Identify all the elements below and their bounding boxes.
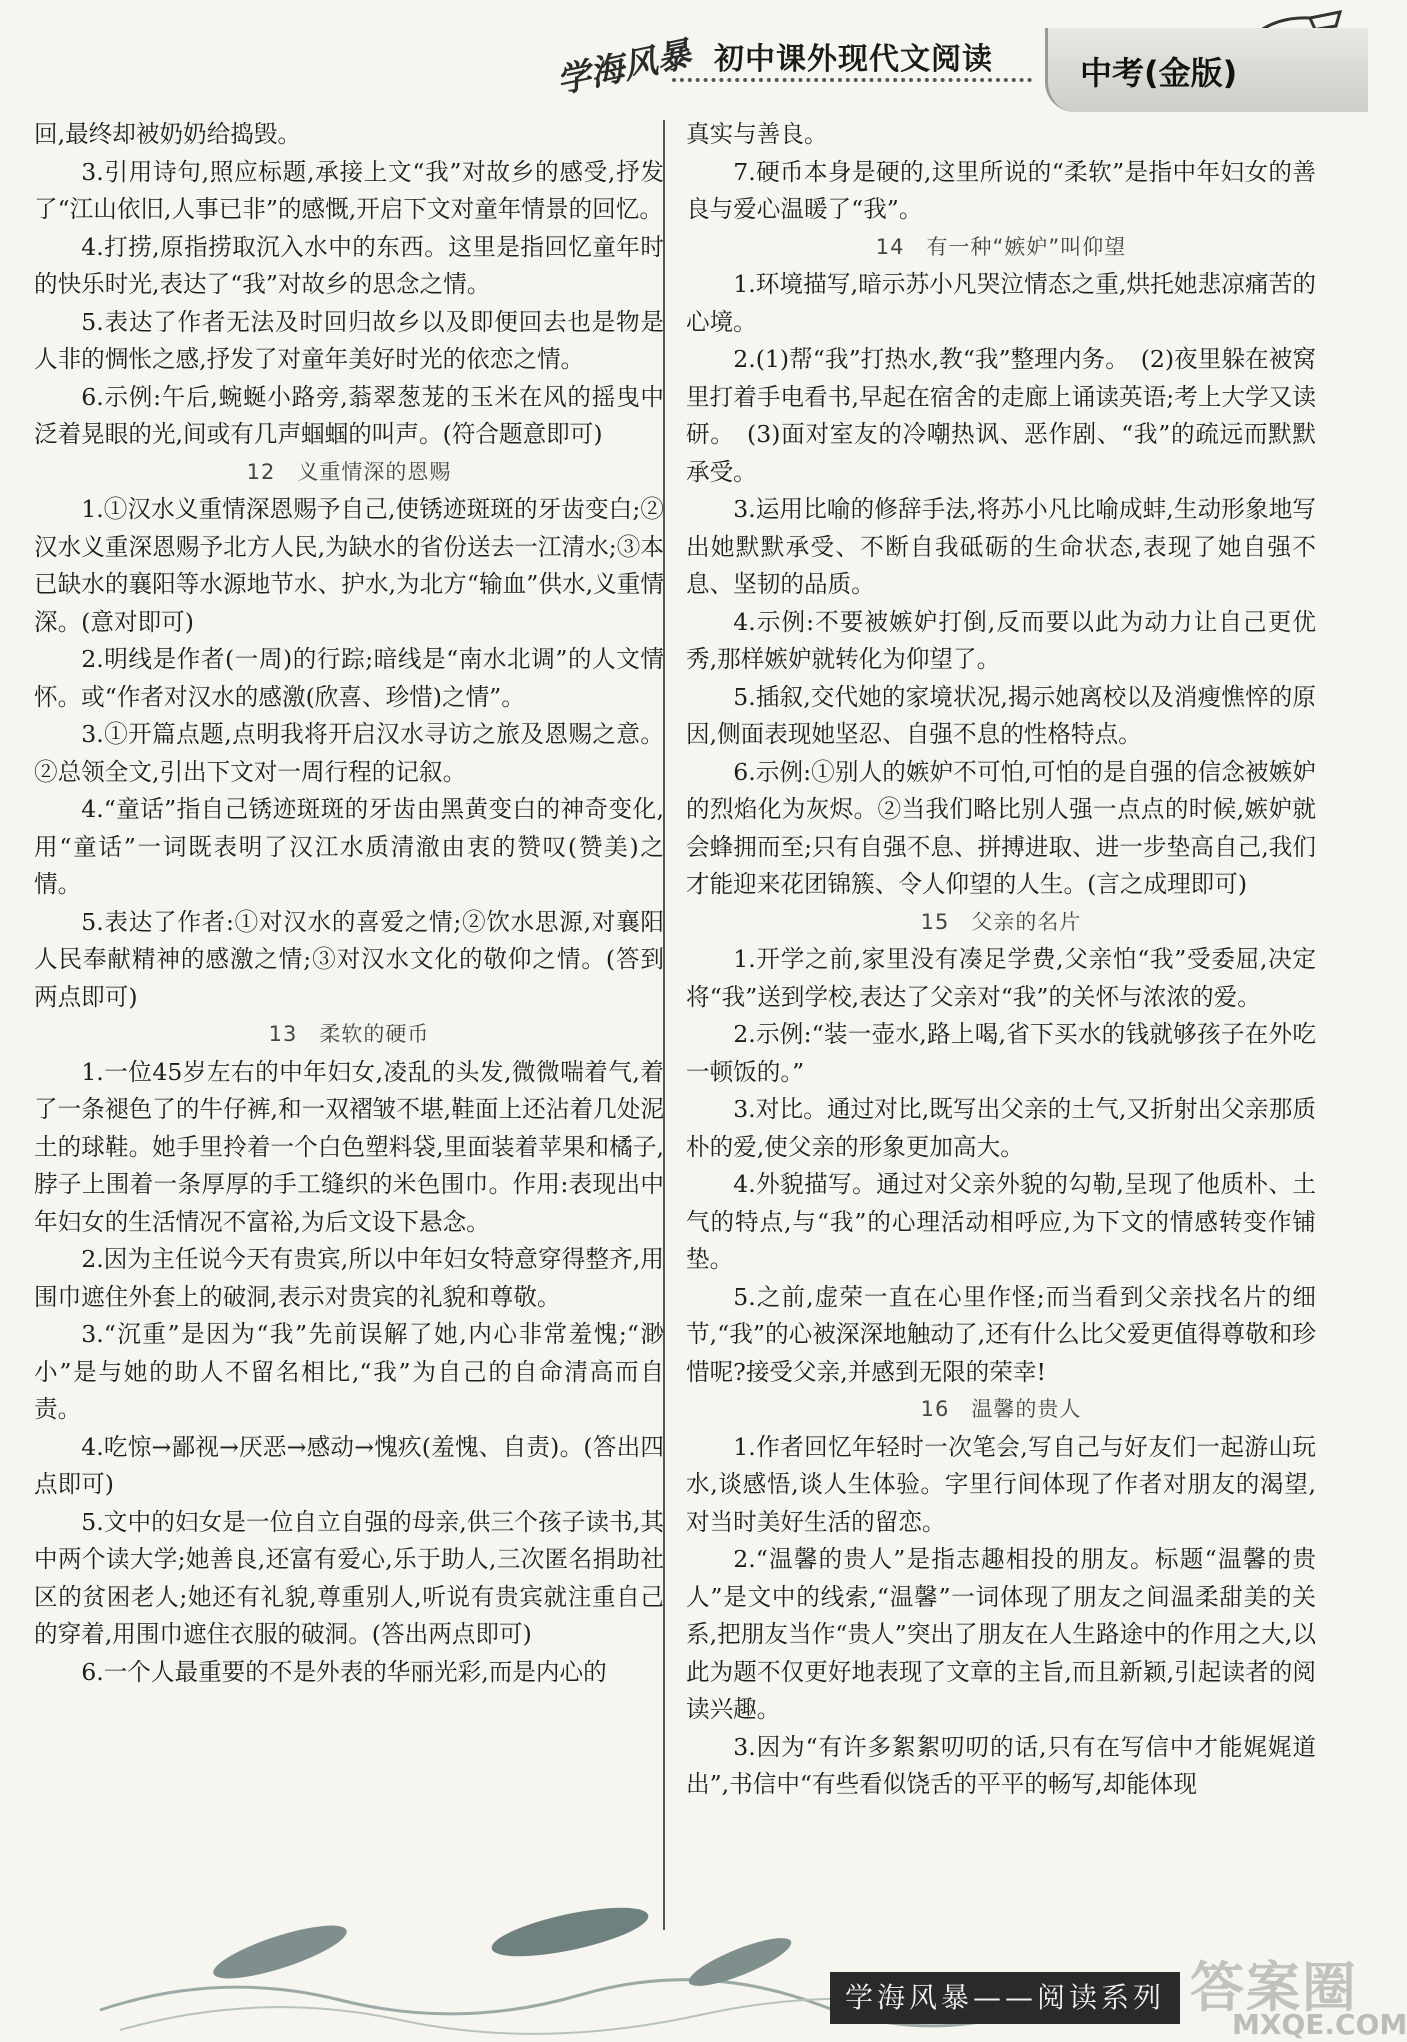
answer-paragraph: 1.作者回忆年轻时一次笔会,写自己与好友们一起游山玩水,谈感悟,谈人生体验。字里行间体现了作者对朋友的渴望,对当时美好生活的留恋。 [686,1432,1316,1536]
answer-paragraph: 5.表达了作者无法及时回归故乡以及即便回去也是物是人非的惆怅之感,抒发了对童年美好时光的依恋之情。 [34,307,664,373]
answer-paragraph: 5.插叙,交代她的家境状况,揭示她离校以及消瘦憔悴的原因,侧面表现她坚忍、自强不息的性格特点。 [686,682,1316,748]
answer-paragraph: 3.因为“有许多絮絮叨叨的话,只有在写信中才能娓娓道出”,书信中“有些看似饶舌的平平的畅写,却能体现 [686,1732,1316,1798]
book-title: 初中课外现代文阅读 [714,42,993,77]
section-heading: 15 父亲的名片 [920,909,1082,934]
answer-paragraph: 真实与善良。 [686,120,828,148]
page-header [0,0,1380,112]
answer-paragraph: 4.外貌描写。通过对父亲外貌的勾勒,呈现了他质朴、土气的特点,与“我”的心理活动相呼应,为下文的情感转变作铺垫。 [686,1170,1316,1273]
answer-paragraph: 7.硬币本身是硬的,这里所说的“柔软”是指中年妇女的善良与爱心温暖了“我”。 [686,157,1316,223]
column-divider [663,120,665,1930]
left-column [34,116,664,1691]
answer-paragraph: 4.吃惊→鄙视→厌恶→感动→愧疚(羞愧、自责)。(答出四点即可) [34,1432,664,1498]
edition-label: 中考(金版) [1080,54,1238,92]
answer-paragraph: 6.示例:午后,蜿蜒小路旁,蓊翠葱茏的玉米在风的摇曳中泛着晃眼的光,间或有几声蝈蝈的叫声。(符合题意即可) [34,382,664,448]
answer-paragraph: 5.之前,虚荣一直在心里作怪;而当看到父亲找名片的细节,“我”的心被深深地触动了,还有什么比父爱更值得尊敬和珍惜呢?接受父亲,并感到无限的荣幸! [686,1282,1316,1386]
section-heading: 16 温馨的贵人 [920,1397,1082,1421]
answer-paragraph: 6.一个人最重要的不是外表的华丽光彩,而是内心的 [81,1657,607,1686]
watermark-url: MXQE.COM [1232,2008,1407,2041]
answer-paragraph: 2.“温馨的贵人”是指志趣相投的朋友。标题“温馨的贵人”是文中的线索,“温馨”一词体现了朋友之间温柔甜美的关系,把朋友当作“贵人”突出了朋友在人生路途中的作用之大,以此为题不仅更好地表现了文章的主旨,而且新颖,引起读者的阅读兴趣。 [686,1545,1316,1723]
section-heading: 14 有一种“嫉妒”叫仰望 [875,234,1127,259]
section-heading: 12 义重情深的恩赐 [246,459,452,484]
answer-paragraph: 2.示例:“装一壶水,路上喝,省下买水的钱就够孩子在外吃一顿饭的。” [686,1020,1316,1086]
answer-paragraph: 5.表达了作者:①对汉水的喜爱之情;②饮水思源,对襄阳人民奉献精神的感激之情;③对汉水文化的敬仰之情。(答到两点即可) [34,907,664,1011]
watermark-logo: 答案圈 [1190,1956,1358,2019]
answer-paragraph: 2.(1)帮“我”打热水,教“我”整理内务。 (2)夜里躲在被窝里打着手电看书,早起在宿舍的走廊上诵读英语;考上大学又读研。 (3)面对室友的冷嘲热讽、恶作剧、“我”的疏远而默默承受。 [686,345,1316,486]
right-column [686,116,1316,1804]
answer-paragraph: 6.示例:①别人的嫉妒不可怕,可怕的是自强的信念被嫉妒的烈焰化为灰烬。②当我们略比别人强一点点的时候,嫉妒就会蜂拥而至;只有自强不息、拼搏进取、进一步垫高自己,我们才能迎来花团锦簇、令人仰望的人生。(言之成理即可) [686,757,1316,898]
answer-paragraph: 3.对比。通过对比,既写出父亲的土气,又折射出父亲那质朴的爱,使父亲的形象更加高大。 [686,1095,1316,1161]
answer-paragraph: 3.“沉重”是因为“我”先前误解了她,内心非常羞愧;“渺小”是与她的助人不留名相比,“我”为自己的自命清高而自责。 [34,1320,664,1423]
answer-paragraph: 4.“童话”指自己锈迹斑斑的牙齿由黑黄变白的神奇变化,用“童话”一词既表明了汉江水质清澈由衷的赞叹(赞美)之情。 [34,795,664,898]
answer-paragraph: 4.示例:不要被嫉妒打倒,反而要以此为动力让自己更优秀,那样嫉妒就转化为仰望了。 [686,607,1316,673]
answer-paragraph: 3.运用比喻的修辞手法,将苏小凡比喻成蚌,生动形象地写出她默默承受、不断自我砥砺的生命状态,表现了她自强不息、坚韧的品质。 [686,495,1316,598]
brand-logo: 学海风暴 [553,34,695,102]
section-heading: 13 柔软的硬币 [268,1022,430,1046]
answer-paragraph: 1.环境描写,暗示苏小凡哭泣情态之重,烘托她悲凉痛苦的心境。 [686,270,1316,336]
answer-paragraph: 3.引用诗句,照应标题,承接上文“我”对故乡的感受,抒发了“江山依旧,人事已非”的感慨,开启下文对童年情景的回忆。 [34,157,664,223]
answer-paragraph: 2.明线是作者(一周)的行踪;暗线是“南水北调”的人文情怀。或“作者对汉水的感激(欣喜、珍惜)之情”。 [34,645,664,711]
answer-paragraph: 3.①开篇点题,点明我将开启汉水寻访之旅及恩赐之意。②总领全文,引出下文对一周行程的记叙。 [34,720,664,786]
series-label: 学海风暴——阅读系列 [830,1972,1180,2024]
answer-paragraph: 5.文中的妇女是一位自立自强的母亲,供三个孩子读书,其中两个读大学;她善良,还富有爱心,乐于助人,三次匿名捐助社区的贫困老人;她还有礼貌,尊重别人,听说有贵宾就注重自己的穿着,用围巾遮住衣服的破洞。(答出两点即可) [34,1507,664,1648]
answer-paragraph: 1.一位45岁左右的中年妇女,凌乱的头发,微微喘着气,着了一条褪色了的牛仔裤,和一双褶皱不堪,鞋面上还沾着几处泥土的球鞋。她手里拎着一个白色塑料袋,里面装着苹果和橘子,脖子上围着一条厚厚的手工缝织的米色围巾。作用:表现出中年妇女的生活情况不富裕,为后文设下悬念。 [34,1057,664,1236]
answer-paragraph: 4.打捞,原指捞取沉入水中的东西。这里是指回忆童年时的快乐时光,表达了“我”对故乡的思念之情。 [34,232,664,298]
dolphin-wave-decoration [100,1880,1380,2042]
answer-paragraph: 1.开学之前,家里没有凑足学费,父亲怕“我”受委屈,决定将“我”送到学校,表达了父亲对“我”的关怀与浓浓的爱。 [686,945,1316,1011]
answer-paragraph: 1.①汉水义重情深恩赐予自己,使锈迹斑斑的牙齿变白;②汉水义重深恩赐予北方人民,为缺水的省份送去一江清水;③本已缺水的襄阳等水源地节水、护水,为北方“输血”供水,义重情深。(意对即可) [34,495,664,636]
header-divider [672,78,1032,82]
answer-paragraph: 回,最终却被奶奶给捣毁。 [34,120,302,148]
answer-paragraph: 2.因为主任说今天有贵宾,所以中年妇女特意穿得整齐,用围巾遮住外套上的破洞,表示对贵宾的礼貌和尊敬。 [34,1245,664,1311]
